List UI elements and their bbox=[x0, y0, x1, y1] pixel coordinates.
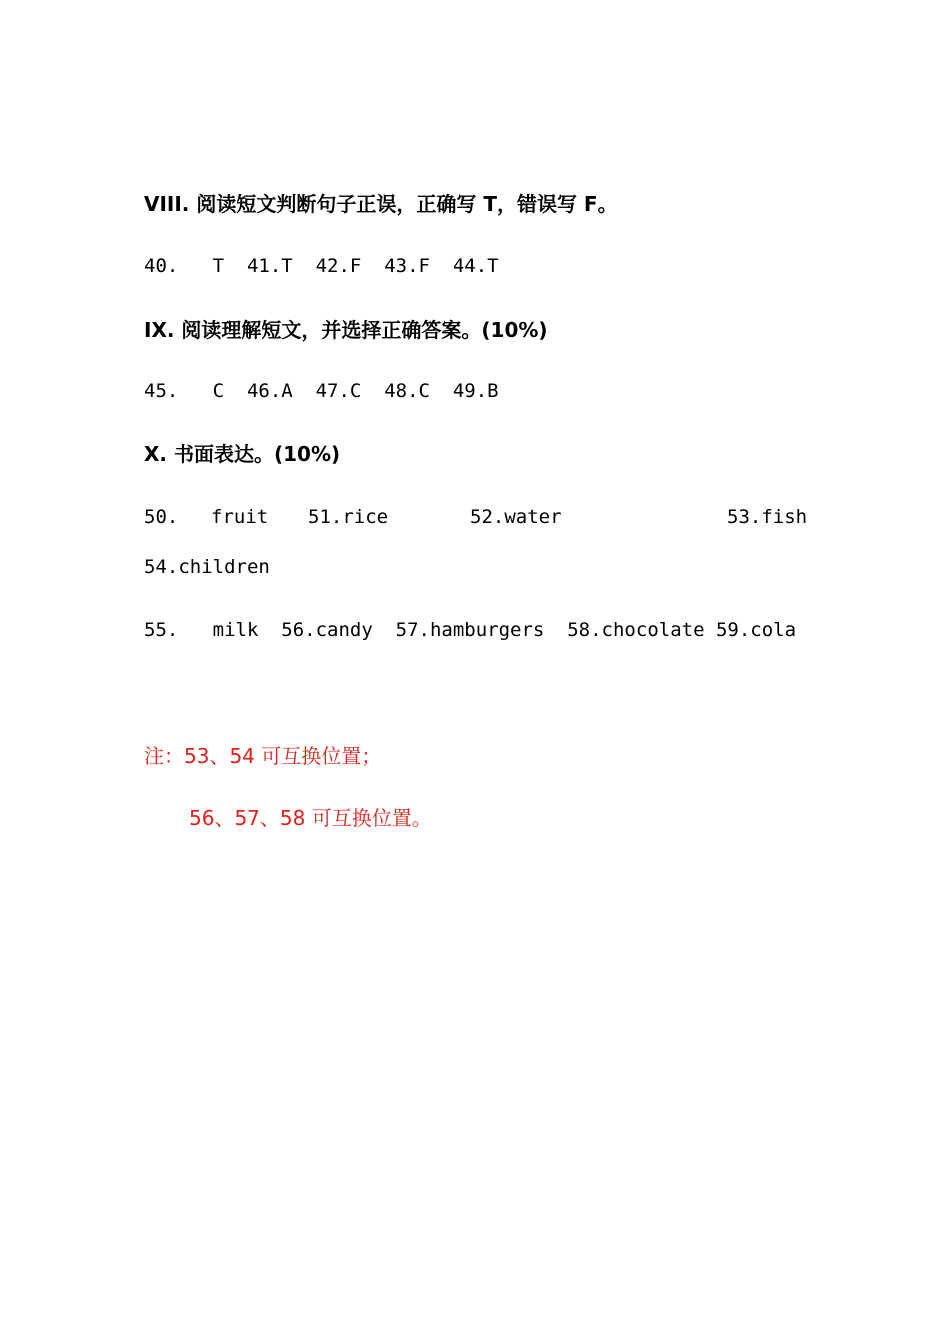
section-x-answers-row2: 54.children bbox=[144, 556, 270, 578]
section-viii-heading: VIII. 阅读短文判断句子正误，正确写 T，错误写 F。 bbox=[144, 192, 618, 216]
note-line-2: 56、57、58 可互换位置。 bbox=[189, 806, 432, 830]
section-x-heading: X. 书面表达。(10%) bbox=[144, 442, 341, 466]
answer-51: 51.rice bbox=[308, 506, 389, 528]
section-viii-answers: 40. T 41.T 42.F 43.F 44.T bbox=[144, 255, 499, 277]
answer-50-word: fruit bbox=[211, 506, 269, 528]
answer-52: 52.water bbox=[470, 506, 562, 528]
section-x-answers-row3: 55. milk 56.candy 57.hamburgers 58.chocolate 59.cola bbox=[144, 619, 797, 641]
note-line-1: 注：53、54 可互换位置； bbox=[144, 744, 382, 768]
section-ix-answers: 45. C 46.A 47.C 48.C 49.B bbox=[144, 380, 499, 402]
answer-53: 53.fish bbox=[727, 506, 808, 528]
answer-50-number: 50. bbox=[144, 506, 179, 528]
section-ix-heading: IX. 阅读理解短文，并选择正确答案。(10%) bbox=[144, 318, 548, 342]
